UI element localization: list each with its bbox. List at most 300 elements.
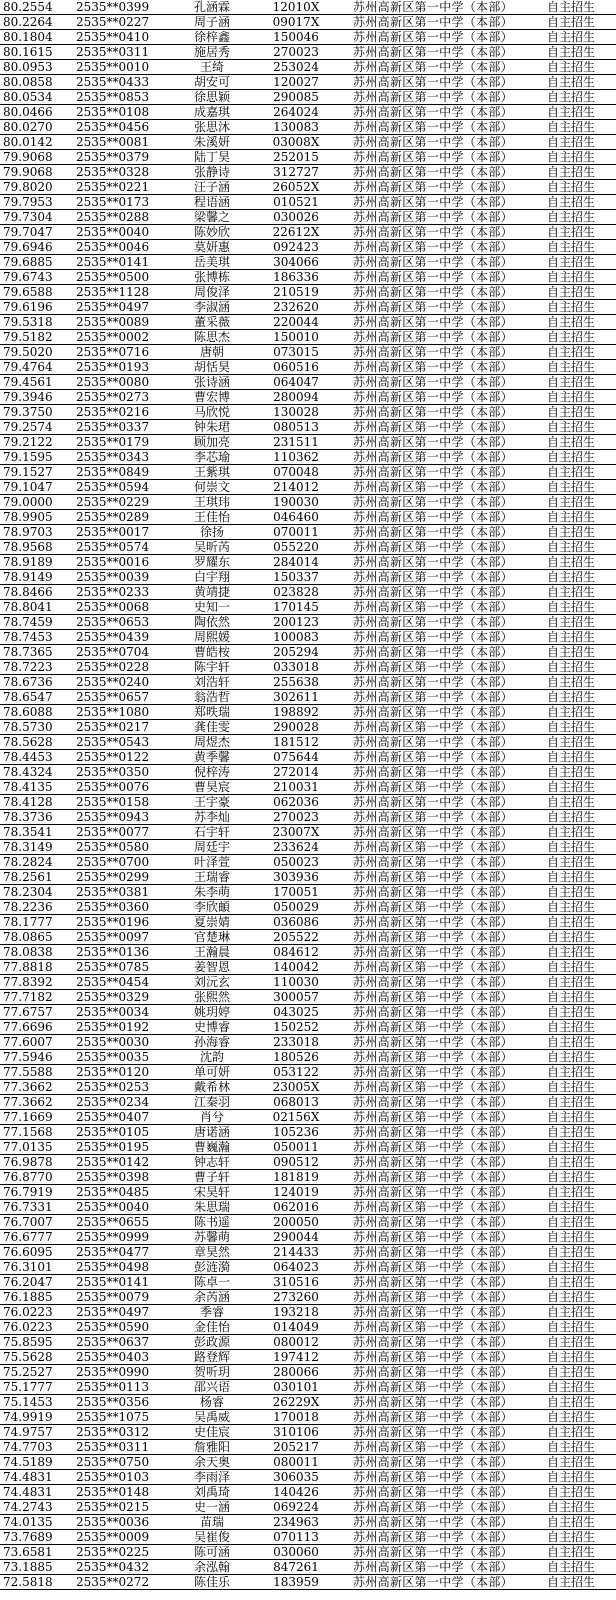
student-name-cell: 梁馨之: [172, 210, 252, 225]
score-cell: 74.0135: [0, 1515, 72, 1530]
school-cell: 苏州高新区第一中学（本部）: [340, 1545, 526, 1560]
school-cell: 苏州高新区第一中学（本部）: [340, 1290, 526, 1305]
exam-id-cell: 2535**0227: [72, 15, 172, 30]
student-name-cell: 刘浩轩: [172, 675, 252, 690]
student-name-cell: 苗瑞: [172, 1515, 252, 1530]
score-cell: 77.8818: [0, 960, 72, 975]
exam-id-cell: 2535**0311: [72, 1440, 172, 1455]
student-name-cell: 余天奥: [172, 1455, 252, 1470]
student-name-cell: 周子涵: [172, 15, 252, 30]
admission-type-cell: 自主招生: [526, 435, 616, 450]
exam-id-cell: 2535**0040: [72, 225, 172, 240]
score-cell: 78.4128: [0, 795, 72, 810]
admission-type-cell: 自主招生: [526, 840, 616, 855]
student-name-cell: 周俊泽: [172, 285, 252, 300]
student-name-cell: 宋昊轩: [172, 1185, 252, 1200]
id-code-cell: 252015: [252, 150, 340, 165]
exam-id-cell: 2535**0233: [72, 585, 172, 600]
exam-id-cell: 2535**0030: [72, 1035, 172, 1050]
id-code-cell: 284014: [252, 555, 340, 570]
admission-type-cell: 自主招生: [526, 930, 616, 945]
student-name-cell: 陈书遥: [172, 1215, 252, 1230]
admission-type-cell: 自主招生: [526, 855, 616, 870]
exam-id-cell: 2535**0105: [72, 1125, 172, 1140]
student-name-cell: 邵兴语: [172, 1380, 252, 1395]
school-cell: 苏州高新区第一中学（本部）: [340, 1500, 526, 1515]
school-cell: 苏州高新区第一中学（本部）: [340, 1575, 526, 1590]
score-cell: 78.6736: [0, 675, 72, 690]
id-code-cell: 181512: [252, 735, 340, 750]
school-cell: 苏州高新区第一中学（本部）: [340, 45, 526, 60]
id-code-cell: 255638: [252, 675, 340, 690]
admission-type-cell: 自主招生: [526, 1080, 616, 1095]
score-cell: 78.8041: [0, 600, 72, 615]
score-cell: 78.5730: [0, 720, 72, 735]
score-cell: 74.4831: [0, 1485, 72, 1500]
table-row: [0, 1155, 616, 1170]
school-cell: 苏州高新区第一中学（本部）: [340, 810, 526, 825]
student-name-cell: 周熙媛: [172, 630, 252, 645]
id-code-cell: 150337: [252, 570, 340, 585]
id-code-cell: 023828: [252, 585, 340, 600]
id-code-cell: 198892: [252, 705, 340, 720]
score-cell: 80.2554: [0, 0, 72, 15]
school-cell: 苏州高新区第一中学（本部）: [340, 735, 526, 750]
admission-type-cell: 自主招生: [526, 465, 616, 480]
id-code-cell: 064023: [252, 1260, 340, 1275]
score-cell: 80.0534: [0, 90, 72, 105]
id-code-cell: 273260: [252, 1290, 340, 1305]
table-row: [0, 45, 616, 60]
admission-type-cell: 自主招生: [526, 0, 616, 15]
table-row: [0, 195, 616, 210]
student-name-cell: 吴禹威: [172, 1410, 252, 1425]
school-cell: 苏州高新区第一中学（本部）: [340, 300, 526, 315]
admission-type-cell: 自主招生: [526, 105, 616, 120]
school-cell: 苏州高新区第一中学（本部）: [340, 60, 526, 75]
school-cell: 苏州高新区第一中学（本部）: [340, 1035, 526, 1050]
id-code-cell: 233624: [252, 840, 340, 855]
student-name-cell: 金佳怡: [172, 1320, 252, 1335]
table-row: [0, 630, 616, 645]
id-code-cell: 130083: [252, 120, 340, 135]
exam-id-cell: 2535**0195: [72, 1140, 172, 1155]
student-name-cell: 龚佳雯: [172, 720, 252, 735]
school-cell: 苏州高新区第一中学（本部）: [340, 615, 526, 630]
school-cell: 苏州高新区第一中学（本部）: [340, 870, 526, 885]
admission-type-cell: 自主招生: [526, 330, 616, 345]
exam-id-cell: 2535**0580: [72, 840, 172, 855]
school-cell: 苏州高新区第一中学（本部）: [340, 780, 526, 795]
id-code-cell: 010521: [252, 195, 340, 210]
id-code-cell: 050029: [252, 900, 340, 915]
id-code-cell: 186336: [252, 270, 340, 285]
id-code-cell: 080011: [252, 1455, 340, 1470]
exam-id-cell: 2535**0103: [72, 1470, 172, 1485]
id-code-cell: 205217: [252, 1440, 340, 1455]
score-cell: 80.0953: [0, 60, 72, 75]
student-name-cell: 路登辉: [172, 1350, 252, 1365]
exam-id-cell: 2535**0454: [72, 975, 172, 990]
student-name-cell: 何崇文: [172, 480, 252, 495]
id-code-cell: 02156X: [252, 1110, 340, 1125]
id-code-cell: 110362: [252, 450, 340, 465]
table-row: [0, 300, 616, 315]
score-cell: 79.6196: [0, 300, 72, 315]
student-name-cell: 苏馨萌: [172, 1230, 252, 1245]
student-name-cell: 汪子涵: [172, 180, 252, 195]
score-cell: 79.5318: [0, 315, 72, 330]
admission-type-cell: 自主招生: [526, 240, 616, 255]
student-name-cell: 顾加亮: [172, 435, 252, 450]
student-name-cell: 史一涵: [172, 1500, 252, 1515]
id-code-cell: 190030: [252, 495, 340, 510]
admission-type-cell: 自主招生: [526, 1275, 616, 1290]
table-row: [0, 1275, 616, 1290]
table-row: [0, 60, 616, 75]
score-cell: 74.9757: [0, 1425, 72, 1440]
table-row: [0, 780, 616, 795]
school-cell: 苏州高新区第一中学（本部）: [340, 195, 526, 210]
student-name-cell: 吴崔俊: [172, 1530, 252, 1545]
school-cell: 苏州高新区第一中学（本部）: [340, 495, 526, 510]
school-cell: 苏州高新区第一中学（本部）: [340, 660, 526, 675]
admission-type-cell: 自主招生: [526, 795, 616, 810]
admission-type-cell: 自主招生: [526, 630, 616, 645]
exam-id-cell: 2535**0403: [72, 1350, 172, 1365]
admission-type-cell: 自主招生: [526, 645, 616, 660]
admission-type-cell: 自主招生: [526, 15, 616, 30]
admission-type-cell: 自主招生: [526, 585, 616, 600]
student-name-cell: 陈妙欣: [172, 225, 252, 240]
school-cell: 苏州高新区第一中学（本部）: [340, 465, 526, 480]
school-cell: 苏州高新区第一中学（本部）: [340, 720, 526, 735]
school-cell: 苏州高新区第一中学（本部）: [340, 105, 526, 120]
score-cell: 76.8770: [0, 1170, 72, 1185]
id-code-cell: 197412: [252, 1350, 340, 1365]
admission-type-cell: 自主招生: [526, 1395, 616, 1410]
student-name-cell: 徐思颖: [172, 90, 252, 105]
school-cell: 苏州高新区第一中学（本部）: [340, 555, 526, 570]
student-name-cell: 周廷宇: [172, 840, 252, 855]
exam-id-cell: 2535**0594: [72, 480, 172, 495]
exam-id-cell: 2535**0657: [72, 690, 172, 705]
id-code-cell: 110030: [252, 975, 340, 990]
admission-type-cell: 自主招生: [526, 1425, 616, 1440]
admission-type-cell: 自主招生: [526, 915, 616, 930]
id-code-cell: 234963: [252, 1515, 340, 1530]
student-name-cell: 成嘉琪: [172, 105, 252, 120]
exam-id-cell: 2535**0076: [72, 780, 172, 795]
id-code-cell: 070113: [252, 1530, 340, 1545]
exam-id-cell: 2535**0497: [72, 300, 172, 315]
exam-id-cell: 2535**0225: [72, 1545, 172, 1560]
score-cell: 75.1453: [0, 1395, 72, 1410]
table-row: [0, 705, 616, 720]
score-cell: 78.4453: [0, 750, 72, 765]
exam-id-cell: 2535**0381: [72, 885, 172, 900]
id-code-cell: 030101: [252, 1380, 340, 1395]
id-code-cell: 050011: [252, 1140, 340, 1155]
exam-id-cell: 2535**0142: [72, 1155, 172, 1170]
id-code-cell: 272014: [252, 765, 340, 780]
school-cell: 苏州高新区第一中学（本部）: [340, 915, 526, 930]
table-row: [0, 390, 616, 405]
id-code-cell: 270023: [252, 45, 340, 60]
exam-id-cell: 2535**0360: [72, 900, 172, 915]
score-cell: 80.0142: [0, 135, 72, 150]
id-code-cell: 033018: [252, 660, 340, 675]
id-code-cell: 170145: [252, 600, 340, 615]
id-code-cell: 140426: [252, 1485, 340, 1500]
id-code-cell: 140042: [252, 960, 340, 975]
exam-id-cell: 2535**0148: [72, 1485, 172, 1500]
exam-id-cell: 2535**0215: [72, 1500, 172, 1515]
admission-type-cell: 自主招生: [526, 570, 616, 585]
school-cell: 苏州高新区第一中学（本部）: [340, 1185, 526, 1200]
exam-id-cell: 2535**0035: [72, 1050, 172, 1065]
admission-type-cell: 自主招生: [526, 285, 616, 300]
school-cell: 苏州高新区第一中学（本部）: [340, 1560, 526, 1575]
admission-type-cell: 自主招生: [526, 615, 616, 630]
school-cell: 苏州高新区第一中学（本部）: [340, 540, 526, 555]
table-row: [0, 1035, 616, 1050]
admission-type-cell: 自主招生: [526, 1455, 616, 1470]
admission-type-cell: 自主招生: [526, 45, 616, 60]
school-cell: 苏州高新区第一中学（本部）: [340, 285, 526, 300]
score-cell: 76.7007: [0, 1215, 72, 1230]
score-cell: 79.9068: [0, 150, 72, 165]
score-cell: 77.3662: [0, 1080, 72, 1095]
school-cell: 苏州高新区第一中学（本部）: [340, 960, 526, 975]
table-row: [0, 1440, 616, 1455]
table-row: [0, 750, 616, 765]
table-row: [0, 1365, 616, 1380]
student-name-cell: 季睿: [172, 1305, 252, 1320]
table-row: [0, 930, 616, 945]
school-cell: 苏州高新区第一中学（本部）: [340, 1455, 526, 1470]
exam-id-cell: 2535**0943: [72, 810, 172, 825]
table-row: [0, 420, 616, 435]
table-row: [0, 570, 616, 585]
id-code-cell: 290085: [252, 90, 340, 105]
student-name-cell: 彭政源: [172, 1335, 252, 1350]
school-cell: 苏州高新区第一中学（本部）: [340, 1395, 526, 1410]
student-name-cell: 翁浩哲: [172, 690, 252, 705]
school-cell: 苏州高新区第一中学（本部）: [340, 330, 526, 345]
student-name-cell: 杨睿: [172, 1395, 252, 1410]
table-row: [0, 1200, 616, 1215]
id-code-cell: 03008X: [252, 135, 340, 150]
exam-id-cell: 2535**0337: [72, 420, 172, 435]
student-name-cell: 吴昕芮: [172, 540, 252, 555]
table-row: [0, 90, 616, 105]
exam-id-cell: 2535**0097: [72, 930, 172, 945]
table-row: [0, 660, 616, 675]
school-cell: 苏州高新区第一中学（本部）: [340, 480, 526, 495]
student-name-cell: 单可妍: [172, 1065, 252, 1080]
school-cell: 苏州高新区第一中学（本部）: [340, 1005, 526, 1020]
id-code-cell: 302611: [252, 690, 340, 705]
table-row: [0, 525, 616, 540]
school-cell: 苏州高新区第一中学（本部）: [340, 225, 526, 240]
exam-id-cell: 2535**0173: [72, 195, 172, 210]
score-cell: 74.2743: [0, 1500, 72, 1515]
exam-id-cell: 2535**0379: [72, 150, 172, 165]
id-code-cell: 055220: [252, 540, 340, 555]
table-row: [0, 1215, 616, 1230]
score-cell: 76.6095: [0, 1245, 72, 1260]
score-cell: 78.9149: [0, 570, 72, 585]
exam-id-cell: 2535**0328: [72, 165, 172, 180]
id-code-cell: 080012: [252, 1335, 340, 1350]
exam-id-cell: 2535**0477: [72, 1245, 172, 1260]
admission-type-cell: 自主招生: [526, 660, 616, 675]
exam-id-cell: 2535**0543: [72, 735, 172, 750]
exam-id-cell: 2535**0704: [72, 645, 172, 660]
admission-type-cell: 自主招生: [526, 90, 616, 105]
admission-type-cell: 自主招生: [526, 525, 616, 540]
exam-id-cell: 2535**0229: [72, 495, 172, 510]
id-code-cell: 070011: [252, 525, 340, 540]
student-name-cell: 莫妍惠: [172, 240, 252, 255]
school-cell: 苏州高新区第一中学（本部）: [340, 765, 526, 780]
id-code-cell: 12010X: [252, 0, 340, 15]
id-code-cell: 105236: [252, 1125, 340, 1140]
admission-type-cell: 自主招生: [526, 165, 616, 180]
score-cell: 78.3149: [0, 840, 72, 855]
school-cell: 苏州高新区第一中学（本部）: [340, 1095, 526, 1110]
exam-id-cell: 2535**0574: [72, 540, 172, 555]
score-cell: 79.6885: [0, 255, 72, 270]
school-cell: 苏州高新区第一中学（本部）: [340, 525, 526, 540]
admission-type-cell: 自主招生: [526, 780, 616, 795]
score-cell: 77.6696: [0, 1020, 72, 1035]
exam-id-cell: 2535**0034: [72, 1005, 172, 1020]
student-name-cell: 陆丁昊: [172, 150, 252, 165]
student-name-cell: 张思沐: [172, 120, 252, 135]
admission-type-cell: 自主招生: [526, 1470, 616, 1485]
admission-type-cell: 自主招生: [526, 210, 616, 225]
exam-id-cell: 2535**0990: [72, 1365, 172, 1380]
table-row: [0, 1185, 616, 1200]
school-cell: 苏州高新区第一中学（本部）: [340, 1440, 526, 1455]
table-row: [0, 885, 616, 900]
admission-type-cell: 自主招生: [526, 1140, 616, 1155]
school-cell: 苏州高新区第一中学（本部）: [340, 1020, 526, 1035]
admission-type-cell: 自主招生: [526, 1515, 616, 1530]
school-cell: 苏州高新区第一中学（本部）: [340, 1230, 526, 1245]
exam-id-cell: 2535**0009: [72, 1530, 172, 1545]
admission-type-cell: 自主招生: [526, 1560, 616, 1575]
admission-type-cell: 自主招生: [526, 1260, 616, 1275]
score-cell: 79.6946: [0, 240, 72, 255]
admission-type-cell: 自主招生: [526, 255, 616, 270]
school-cell: 苏州高新区第一中学（本部）: [340, 840, 526, 855]
exam-id-cell: 2535**0122: [72, 750, 172, 765]
score-cell: 74.9919: [0, 1410, 72, 1425]
admission-type-cell: 自主招生: [526, 315, 616, 330]
student-name-cell: 钟朱珺: [172, 420, 252, 435]
admission-type-cell: 自主招生: [526, 720, 616, 735]
id-code-cell: 847261: [252, 1560, 340, 1575]
score-cell: 78.0865: [0, 930, 72, 945]
id-code-cell: 069224: [252, 1500, 340, 1515]
score-cell: 80.0466: [0, 105, 72, 120]
student-name-cell: 姚玥婷: [172, 1005, 252, 1020]
score-cell: 77.0135: [0, 1140, 72, 1155]
table-row: [0, 915, 616, 930]
table-row: [0, 1320, 616, 1335]
score-cell: 78.2561: [0, 870, 72, 885]
admission-type-cell: 自主招生: [526, 765, 616, 780]
school-cell: 苏州高新区第一中学（本部）: [340, 795, 526, 810]
admission-type-cell: 自主招生: [526, 120, 616, 135]
admission-type-cell: 自主招生: [526, 345, 616, 360]
exam-id-cell: 2535**0077: [72, 825, 172, 840]
school-cell: 苏州高新区第一中学（本部）: [340, 390, 526, 405]
student-name-cell: 钟志轩: [172, 1155, 252, 1170]
student-name-cell: 史知一: [172, 600, 252, 615]
student-name-cell: 孙海睿: [172, 1035, 252, 1050]
exam-id-cell: 2535**0849: [72, 465, 172, 480]
admission-type-cell: 自主招生: [526, 975, 616, 990]
admission-type-cell: 自主招生: [526, 1350, 616, 1365]
school-cell: 苏州高新区第一中学（本部）: [340, 690, 526, 705]
id-code-cell: 210031: [252, 780, 340, 795]
exam-id-cell: 2535**0407: [72, 1110, 172, 1125]
table-row: [0, 975, 616, 990]
admission-type-cell: 自主招生: [526, 1335, 616, 1350]
student-name-cell: 孔涵霖: [172, 0, 252, 15]
admission-type-cell: 自主招生: [526, 1050, 616, 1065]
score-cell: 78.6088: [0, 705, 72, 720]
table-row: [0, 1080, 616, 1095]
table-row: [0, 435, 616, 450]
table-row: [0, 1380, 616, 1395]
student-name-cell: 马欣悦: [172, 405, 252, 420]
id-code-cell: 193218: [252, 1305, 340, 1320]
admission-type-cell: 自主招生: [526, 870, 616, 885]
exam-id-cell: 2535**0080: [72, 375, 172, 390]
admission-type-cell: 自主招生: [526, 675, 616, 690]
student-name-cell: 刘沅玄: [172, 975, 252, 990]
school-cell: 苏州高新区第一中学（本部）: [340, 1170, 526, 1185]
school-cell: 苏州高新区第一中学（本部）: [340, 270, 526, 285]
table-row: [0, 1515, 616, 1530]
school-cell: 苏州高新区第一中学（本部）: [340, 450, 526, 465]
school-cell: 苏州高新区第一中学（本部）: [340, 990, 526, 1005]
student-name-cell: 王佳怡: [172, 510, 252, 525]
admission-type-cell: 自主招生: [526, 180, 616, 195]
admission-type-cell: 自主招生: [526, 1155, 616, 1170]
exam-id-cell: 2535**0655: [72, 1215, 172, 1230]
score-cell: 78.7453: [0, 630, 72, 645]
admission-type-cell: 自主招生: [526, 1095, 616, 1110]
id-code-cell: 170018: [252, 1410, 340, 1425]
student-name-cell: 李雨泽: [172, 1470, 252, 1485]
student-name-cell: 史佳宸: [172, 1425, 252, 1440]
exam-id-cell: 2535**0653: [72, 615, 172, 630]
school-cell: 苏州高新区第一中学（本部）: [340, 1200, 526, 1215]
table-row: [0, 1455, 616, 1470]
exam-id-cell: 2535**0141: [72, 1275, 172, 1290]
school-cell: 苏州高新区第一中学（本部）: [340, 1155, 526, 1170]
student-name-cell: 朱李萌: [172, 885, 252, 900]
score-cell: 78.9568: [0, 540, 72, 555]
score-cell: 79.7047: [0, 225, 72, 240]
score-cell: 79.6743: [0, 270, 72, 285]
